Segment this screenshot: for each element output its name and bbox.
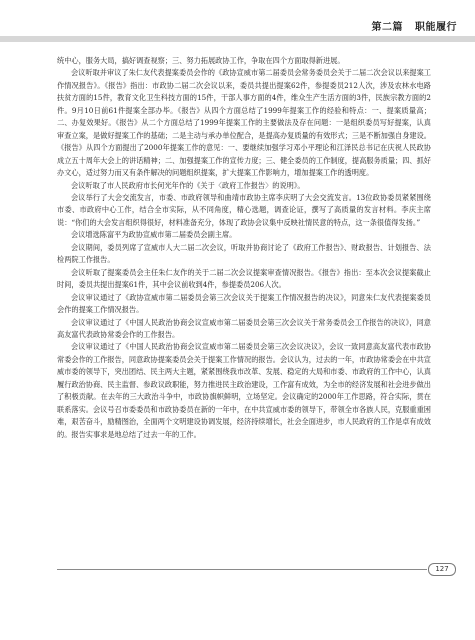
page-number: 127	[428, 563, 456, 576]
title-separator	[407, 22, 411, 33]
section-number: 第二篇	[371, 22, 404, 33]
paragraph: 会议期间，委员列席了宣威市人大二届二次会议，听取并协商讨论了《政府工作报告》、财政报告、计划报告、法检两院工作报告。	[57, 242, 431, 265]
header-stripe	[0, 36, 475, 42]
paragraph: 会议审议通过了《中国人民政治协商会议宣威市第二届委员会第三次会议决议》，会议一致同意高友富代表市政协常委会作的工作报告，同意政协提案委员会关于提案工作情况的报告。会议认为，过去的一年，市政协常委会在中共宣威市委的领导下，突出团结、民主两大主题，紧紧围绕我市改革、发展、稳定的大局和市委、市政府的工作中心，认真履行政治协商、民主监督、参政议政职能，努力推进民主政治建设，工作富有成效，为全市的经济发展和社会进步做出了积极贡献。在去年的三大政治斗争中，市政协旗帜鲜明，立场坚定。会议确定的2000年工作思路，符合实际，贯在联系落实。会议号召市委委员和市政协委员在新的一年中，在中共宣威市委的领导下，带领全市各族人民，克服重重困难，艰苦奋斗，励精图治，全面两个文明建设协调发展，经济持续增长，社会全面进步，市人民政府的工作是卓有成效的。报告实事求是地总结了过去一年的工作。	[57, 342, 431, 439]
paragraph: 会议增选陈富平为政协宣威市第二届委员会副主席。	[71, 230, 237, 240]
paragraph: 会议听取并审议了朱仁友代表提案委员会作的《政协宣威市第二届委员会常务委员会关于二届二次会议以来提案工作情况报告》。《报告》指出：市政协二届二次会议以来，委员共提出提案62件，参提委员212人次，涉及农林水电路扶贫方面的15件，教育文化卫生科技方面的15件，干部人事方面的4件，维众生产生活方面的3件，民族宗教方面的2件。9月10日前61件提案全部办毕。《报告》从四个方面总结了1999年提案工作的经验和特点：一、提案质量高；二、办复效果好。《报告》从二个方面总结了1999年提案工作的主要做法及存在问题：一是组织委员写好提案，认真审查立案，是做好提案工作的基础；二是主动与承办单位配合，是提高办复质量的有效形式；三是不断加强自身建设。《报告》从四个方面提出了2000年提案工作的意见：一、要继续加强学习邓小平理论和江泽民总书记在庆祝人民政协成立五十周年大会上的讲话精神；二、加强提案工作的宣传力度；三、健全委员的工作制度，提高服务质量；四、抓好办文心，适过努力而又有条件解决的问题组织提案，扩大提案工作影响力，增加提案工作的透明度。	[57, 68, 431, 178]
paragraph: 会议听取了市人民政府市长何光年作的《关于〈政府工作报告〉的说明》。	[71, 180, 305, 190]
section-title	[372, 18, 457, 33]
paragraph: 会议审议通过了《政协宣威市第二届委员会第三次会议关于提案工作情况报告的决议》，同意朱仁友代表提案委员会作的提案工作情况报告。	[57, 292, 431, 315]
paragraph: 会议审议通过了《中国人民政治协商会议宣威市第二届委员会第三次会议关于常务委员会工作报告的决议》，同意高友富代表政协常委会作的工作报告。	[57, 317, 431, 339]
footer-rule	[57, 569, 427, 570]
body-text	[57, 55, 431, 441]
section-name: 职能履行	[415, 22, 457, 33]
paragraph: 会议听取了提案委员会主任朱仁友作的关于二届二次会议提案审查情况报告。《报告》指出：至本次会议提案截止时间，委员共提出提案61件，其中会议前收到4件，参提委员206人次。	[57, 267, 431, 290]
paragraph: 会议举行了大会交流发言，市委、市政府领导和曲靖市政协主席李庆明了大会交流发言。13位政协委员紧紧围绕市委、市政府中心工作，结合全市实际，从不同角度，精心选题，调查论证，撰写了高质量的发言材料。李庆主席说：“你们的大会发言组织得很好，材料准备充分，体现了政协会议集中反映社情民意的特点，这一条很值得发扬。”	[57, 192, 431, 227]
page-header	[0, 0, 475, 44]
paragraph: 统中心，服务大局，搞好调查视察；三、努力拓展政协工作，争取在四个方面取得新进展。	[57, 56, 345, 65]
